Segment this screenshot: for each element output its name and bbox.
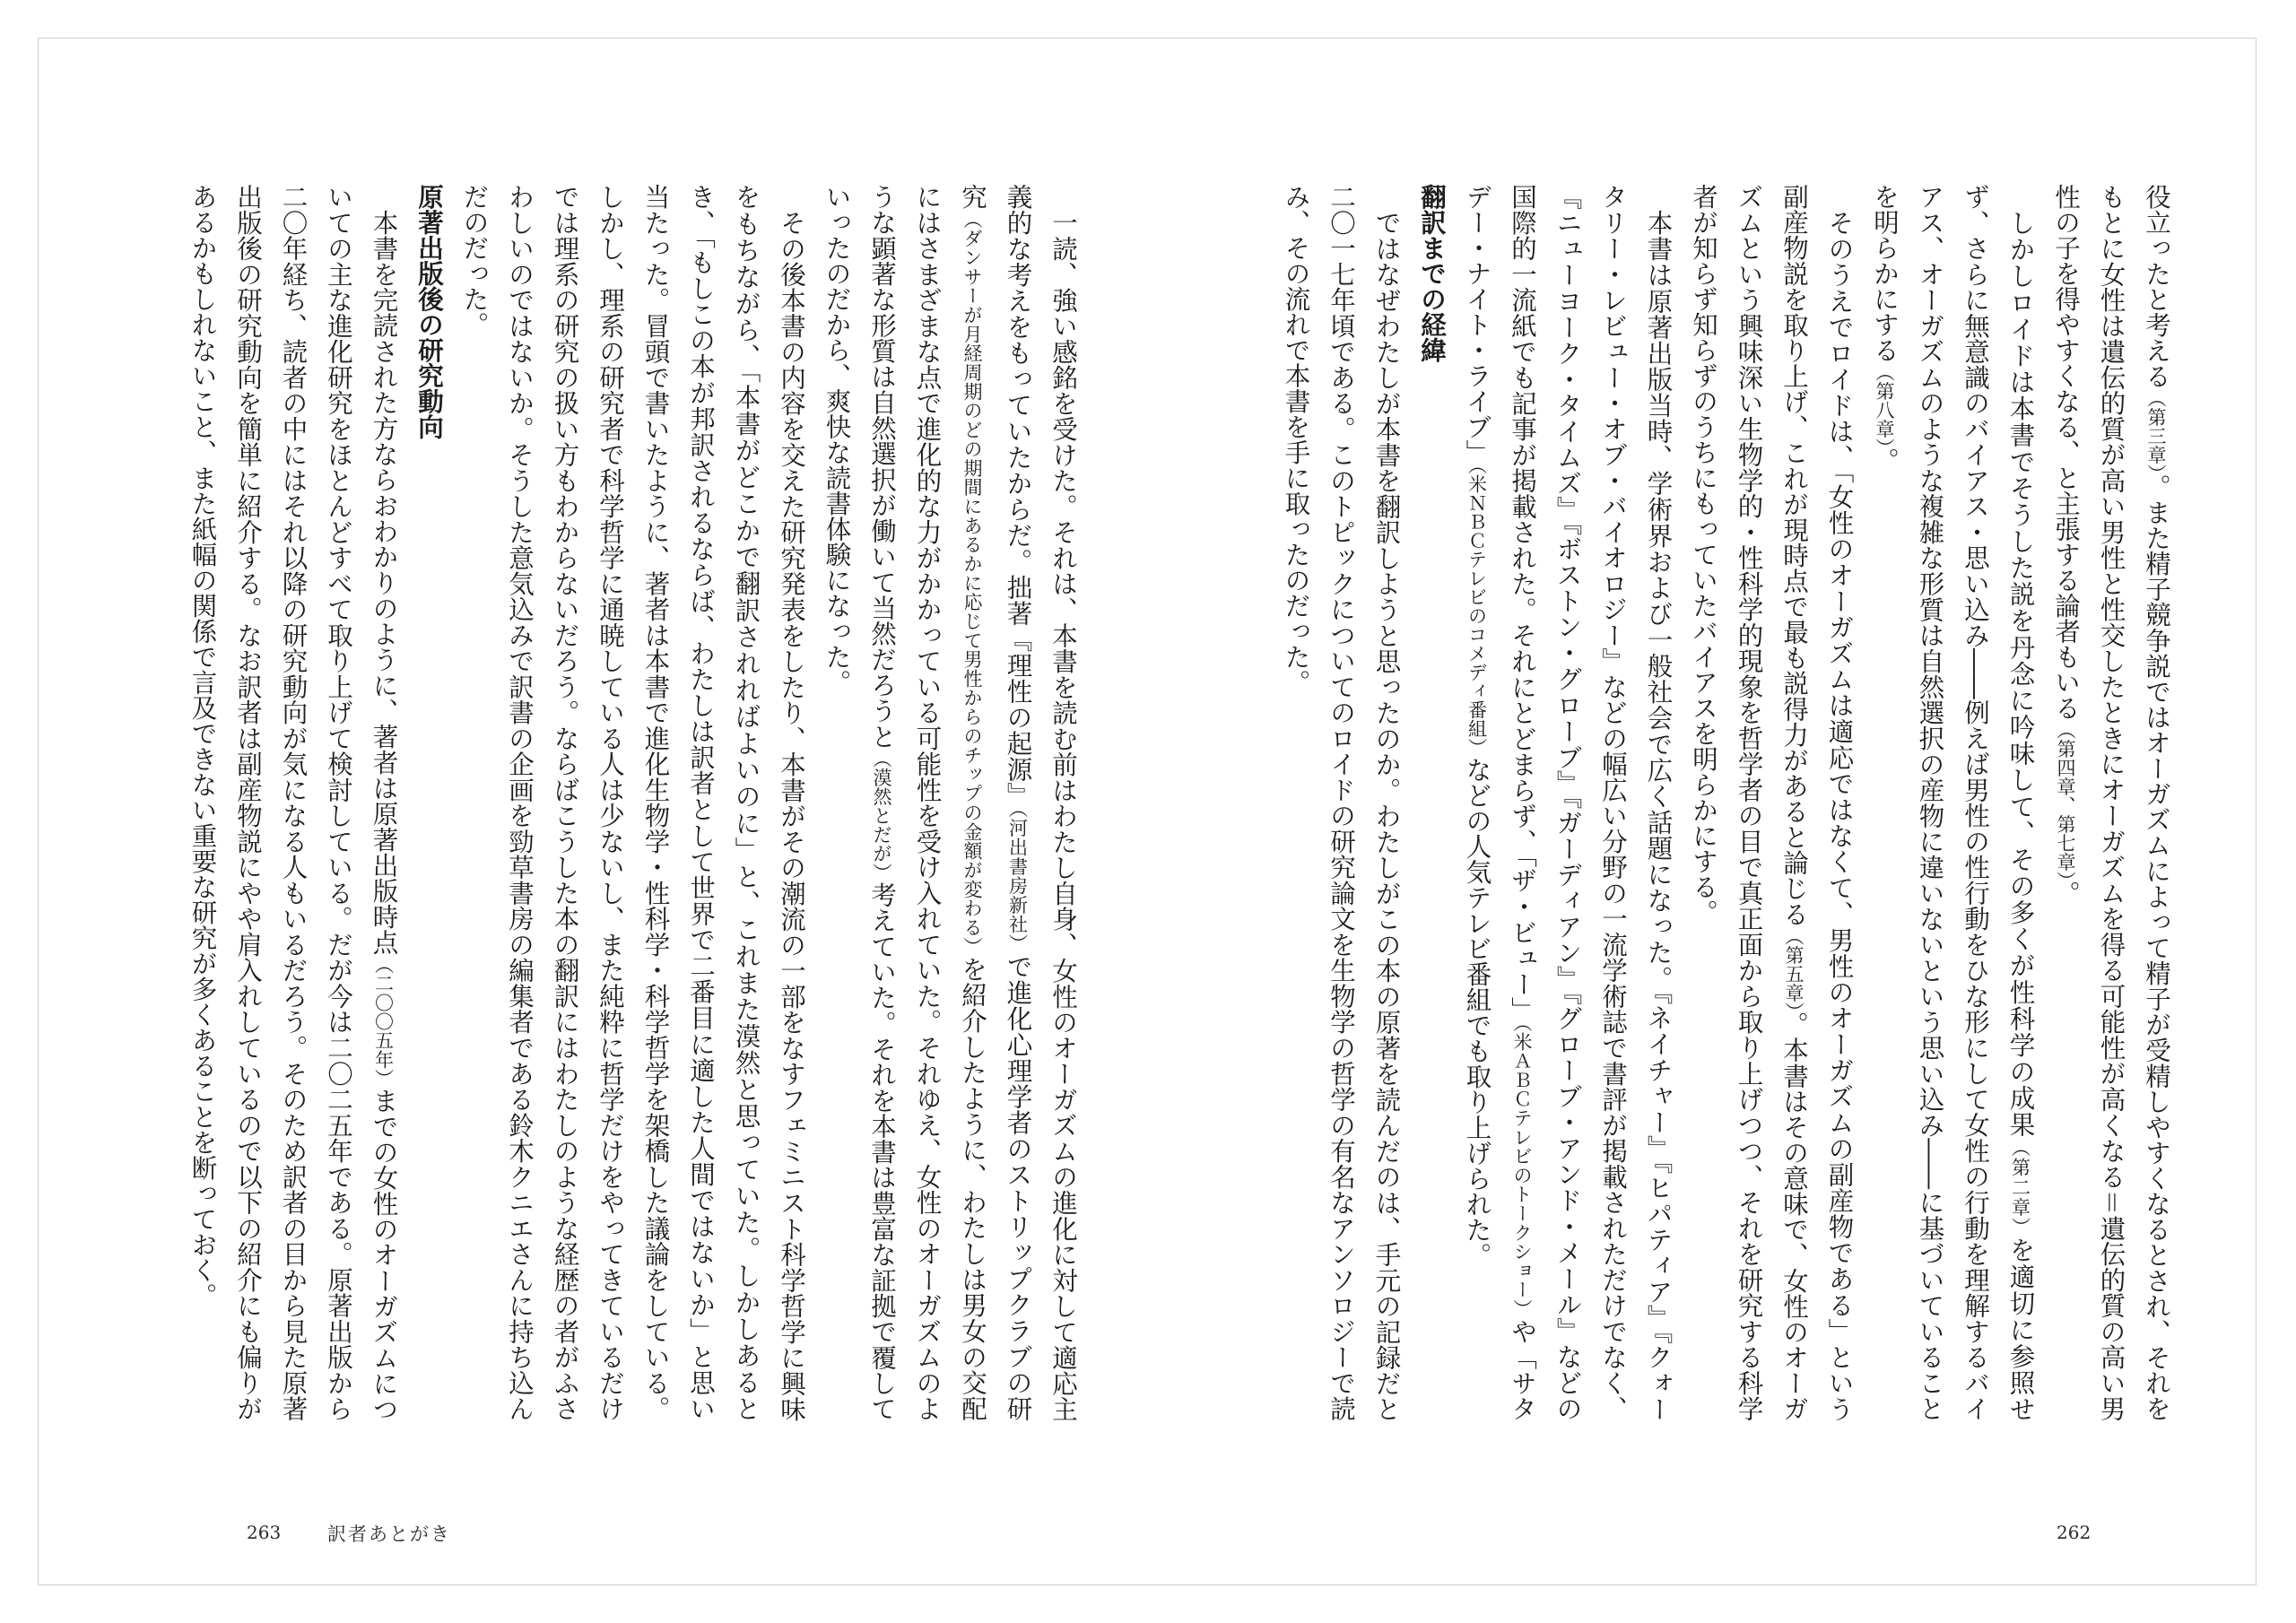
text-run: や「サタデー・ナイト・ライブ」 <box>1462 184 1537 1421</box>
chapter-note: （第三章） <box>2145 388 2167 474</box>
text-run: を紹介したように、わたしは男女の交配にはさまざまな点で進化的な力がかかっている可能性を受け入れていた。それゆえ、女性のオーガズムのような顕著な形質は自然選択が働いて当然だろうと <box>867 184 987 1421</box>
text-run: 本書は原著出版当時、学術界および一般社会で広く話題になった。『ネイチャー』『ヒパティア』『クォータリー・レビュー・オブ・バイオロジー』などの幅広い分野の一流学術誌で書評が掲載されただけでなく、『ニューヨーク・タイムズ』『ボストン・グローブ』『ガーディアン』『グローブ・アンド・メール』などの国際的一流紙でも記事が掲載された。それにとどまらず、「ザ・ビュー」 <box>1508 184 1674 1421</box>
page-263 <box>175 184 1085 1421</box>
text-run: 。 <box>2051 881 2081 907</box>
section-heading: 原著出版後の研究動向 <box>414 184 444 439</box>
paragraph: その後本書の内容を交えた研究発表をしたり、本書がその潮流の一部をなすフェミニスト科学哲学に興味をもちながら、「本書がどこかで翻訳されればよいのに」と、これまた漠然と思っていた。しかしあるとき、「もしこの本が邦訳されるならば、わたしは訳者として世界で二番目に適した人間ではないか」と思い当たった。冒頭で書いたように、著者は本書で進化生物学・性科学・科学哲学を架橋した議論をしている。しかし、理系の研究者で科学哲学に通暁している人は少ないし、また純粋に哲学だけをやってきているだけでは理系の研究の扱い方もわからないだろう。ならばこうした本の翻訳にはわたしのような経歴の者がふさわしいのではないか。そうした意気込みで訳書の企画を勁草書房の編集者である鈴木クニエさんに持ち込んだのだった。 <box>459 184 806 1421</box>
book-spread <box>38 38 2257 1585</box>
text-run: 役立ったと考える <box>2142 184 2171 389</box>
text-run: そのうえでロイドは、「女性のオーガズムは適応ではなくて、男性のオーガズムの副産物である」という副産物説を取り上げ、これが現時点で最も説得力があると論じる <box>1779 184 1855 1421</box>
text-run: 。 <box>1870 447 1900 473</box>
inline-note: （二〇〇五年） <box>372 954 395 1088</box>
chapter-note: （第八章） <box>1874 362 1895 447</box>
text-run: 本書を完読された方ならおわかりのように、著者は原著出版時点 <box>369 209 399 955</box>
text-run: を適切に参照せず、さらに無意識のバイアス・思い込み――例えば男性の性行動をひな形にして女性の行動を理解するバイアス、オーガズムのような複雑な形質は自然選択の産物に違いないという思い込み――に基づいていることを明らかにする <box>1870 184 2036 1421</box>
inline-note: （漠然とだが） <box>871 749 892 882</box>
text-run: しかしロイドは本書でそうした説を丹念に吟味して、その多くが性科学の成果 <box>2005 209 2036 1138</box>
text-run: 。本書はその意味で、女性のオーガズムという興味深い生物学的・性科学的現象を哲学者の目で真正面から取り上げつつ、それを研究する科学者が知らず知らずのうちにもっていたバイアスを明らかにする。 <box>1689 184 1809 1421</box>
paragraph <box>1681 184 1862 1421</box>
paragraph <box>1862 184 2043 1421</box>
chapter-note: （米ＮＢＣテレビのコメディ番組） <box>1465 464 1488 757</box>
paragraph <box>1454 184 1681 1421</box>
text-run: 考えていた。それを本書は豊富な証拠で覆していったのだから、爽快な読書体験になった。 <box>822 184 897 1421</box>
text-run: などの人気テレビ番組でも取り上げられた。 <box>1462 757 1492 1268</box>
paragraph <box>2043 184 2179 1421</box>
section-heading: 翻訳までの経緯 <box>1417 184 1447 363</box>
text-run: で進化心理学者のストリップクラブの研究 <box>958 184 1033 1421</box>
running-head: 訳者あとがき <box>327 1523 451 1545</box>
chapter-note: （第五章） <box>1783 926 1805 1012</box>
text-run: 。また精子競争説ではオーガズムによって精子が受精しやすくなるとされ、それをもとに女性は遺伝的質が高い男性と性交したときにオーガズムを得る可能性が高くなる＝遺伝的質の高い男性の子を得やすくなる、と主張する論者もいる <box>2051 184 2171 1421</box>
chapter-note: （第二章） <box>2009 1137 2031 1237</box>
text-run: 一読、強い感銘を受けた。それは、本書を読む前はわたし自身、女性のオーガズムの進化に対して適応主義的な考えをもっていたからだ。拙著『理性の起源』 <box>1003 184 1078 1421</box>
publisher-note: （河出書房新社） <box>1006 808 1029 954</box>
text-run: までの女性のオーガズムについての主な進化研究をほとんどすべて取り上げて検討している。だが今は二〇二五年である。原著出版から二〇年経ち、読者の中にはそれ以降の研究動向が気になる人もいるだろう。そのため訳者の目から見た原著出版後の研究動向を簡単に紹介する。なお訳者は副産物説にやや肩入れしているので以下の紹介にも偏りがあるかもしれないこと、また紙幅の関係で言及できない重要な研究が多くあることを断っておく。 <box>187 184 399 1421</box>
paragraph: ではなぜわたしが本書を翻訳しようと思ったのか。わたしがこの本の原著を読んだのは、手元の記録だと二〇一七年頃である。このトピックについてのロイドの研究論文を生物学の哲学の有名なアンソロジーで読み、その流れで本書を手に取ったのだった。 <box>1281 184 1402 1421</box>
paragraph <box>179 184 406 1421</box>
page-number-left: 263 <box>247 1522 282 1543</box>
page-262-text <box>1273 184 2179 1421</box>
inline-note: （ダンサーが月経周期のどの期間にあるかに応じて男性からのチップの金額が変わる） <box>961 209 983 957</box>
chapter-note: （第四章、第七章） <box>2055 720 2076 881</box>
paragraph <box>813 184 1085 1421</box>
page-262 <box>1265 184 2179 1421</box>
page-263-text <box>179 184 1085 1421</box>
page-number-right: 262 <box>2057 1522 2092 1543</box>
chapter-note: （米ＡＢＣテレビのトークショー） <box>1511 1022 1533 1319</box>
